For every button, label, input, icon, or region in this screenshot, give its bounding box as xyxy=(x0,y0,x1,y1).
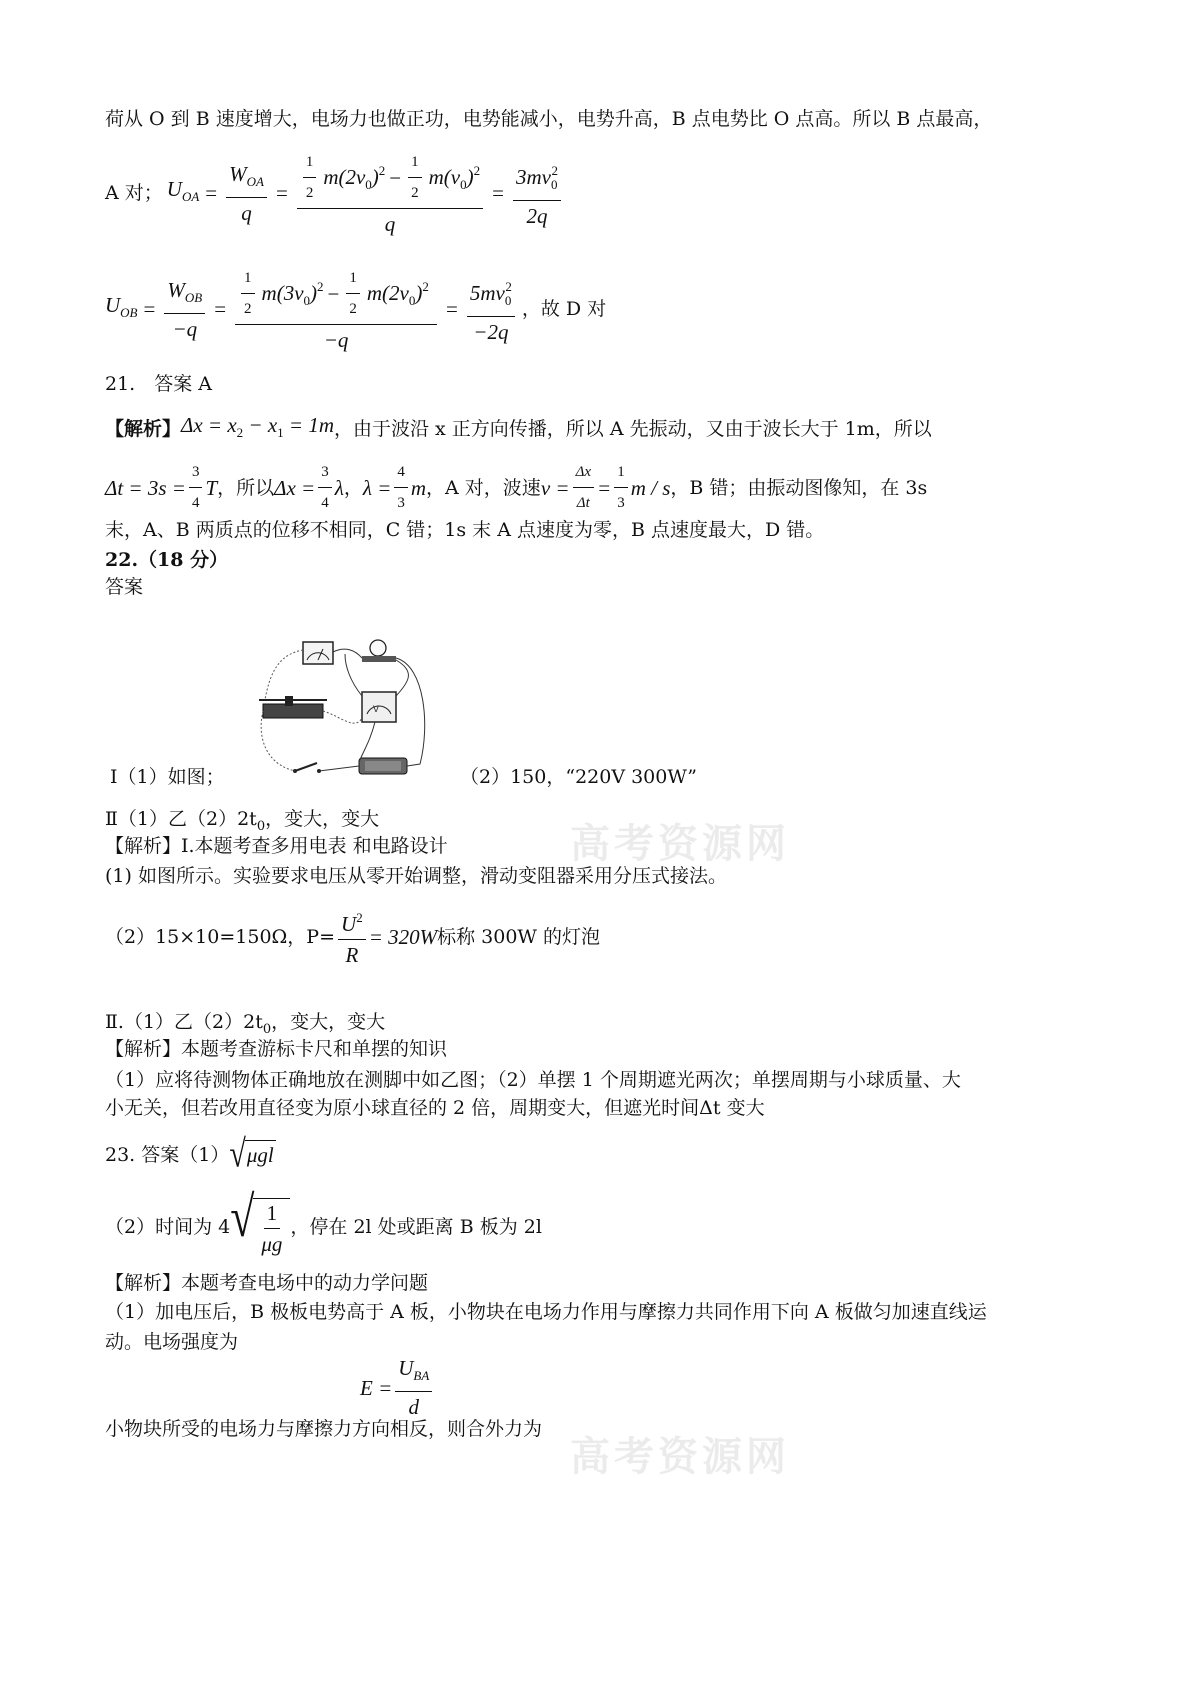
q23-paragraph-3: 小物块所受的电场力与摩擦力方向相反，则合外力为 xyxy=(105,1418,543,1440)
q22-I-label: Ⅰ（1）如图； xyxy=(110,766,225,788)
q22-paragraph-2: （2）15×10=150Ω，P= $\frac{U^2}{R}$ = 320W 标称 300W 的灯泡 xyxy=(105,906,600,967)
q23-answer-1: 23. 答案（1） √ μgl xyxy=(105,1132,274,1176)
q23-jiexi: 【解析】本题考查电场中的动力学问题 xyxy=(105,1272,429,1294)
circuit-diagram xyxy=(255,636,440,781)
paragraph-line: 荷从 O 到 B 速度增大，电场力也做正功，电势能减小，电势升高，B 点电势比 O 点高。所以 B 点最高， xyxy=(105,108,993,130)
eq-suffix: ，故 D 对 xyxy=(521,298,607,320)
q21-heading: 21. 答案 A xyxy=(105,373,212,395)
bulb-icon xyxy=(370,640,386,656)
equation-uoa: A 对； $U_{OA}$ = $\frac{W_{OA}}{q}$ = $\frac{1}{2}$ $m(2v_0)^2$ − $\frac{1}{2}$ $m(v_0)^2$ q = $\frac{3mv_0^2}{2q}$ xyxy=(105,150,564,236)
rheostat-icon xyxy=(263,704,323,718)
watermark: 高考资源网 xyxy=(570,1434,790,1480)
q22-heading: 22.（18 分） xyxy=(105,549,229,571)
q22-II-answer: Ⅱ（1）乙$(2)2t_0$，变大，变大 xyxy=(105,808,380,834)
q23-answer-2: （2）时间为 4 √ $\frac{1}{\mu g}$ ，停在 2l 处或距离 B 板为 2l xyxy=(105,1185,542,1256)
watermark: 高考资源网 xyxy=(570,821,790,867)
svg-text:V: V xyxy=(373,704,380,714)
equation-uob: $U_{OB}$ = $\frac{W_{OB}}{-q}$ = $\frac{1}{2}$ $m(3v_0)^2$ − $\frac{1}{2}$ $m(2v_0)^2$ −q = $\frac{5mv_0^2}{-2q}$ ，故 D 对 xyxy=(105,266,606,352)
q22-I-answer: （2）150，“220V 300W” xyxy=(460,766,697,788)
q22-answer-label: 答案 xyxy=(105,576,144,598)
q22-paragraph-4: 小无关，但若改用直径变为原小球直径的 2 倍，周期变大，但遮光时间Δt 变大 xyxy=(105,1097,765,1119)
q23-paragraph-2: 动。电场强度为 xyxy=(105,1331,239,1353)
q23-paragraph-1: （1）加电压后，B 极板电势高于 A 板，小物块在电场力作用与摩擦力共同作用下向 A 板做匀加速直线运 xyxy=(105,1301,987,1323)
q22-jiexi-1: 【解析】Ⅰ.本题考查多用电表 和电路设计 xyxy=(105,835,448,857)
q22-II2-answer: Ⅱ.（1）乙$(2)2t_0$，变大，变大 xyxy=(105,1011,386,1037)
equation-e: E = $\frac{U_{BA}}{d}$ xyxy=(360,1356,435,1419)
q21-line3: 末，A、B 两质点的位移不相同，C 错；1s 末 A 点速度为零，B 点速度最大，D 错。 xyxy=(105,519,825,541)
q22-paragraph-1: (1) 如图所示。实验要求电压从零开始调整，滑动变阻器采用分压式接法。 xyxy=(105,865,727,887)
eq-prefix: A 对； xyxy=(105,182,163,204)
q22-jiexi-2: 【解析】本题考查游标卡尺和单摆的知识 xyxy=(105,1038,448,1060)
q22-paragraph-3: （1）应将待测物体正确地放在测脚中如乙图；（2）单摆 1 个周期遮光两次；单摆周期与小球质量、大 xyxy=(105,1069,961,1091)
q21-line1: 【解析】 $\Delta x = x_2 - x_1 = 1m$ ，由于波沿 x 正方向传播，所以 A 先振动，又由于波长大于 1m，所以 xyxy=(105,413,932,440)
q21-line2: Δt = 3s = $\frac{3}{4}$ T ，所以 Δx = $\frac{3}{4}$ λ ， λ = $\frac{4}{3}$ m ，A 对，波速 v = $\frac{\Delta x}{\Delta t}$ = $\frac{1}{3}$ m / s ，B 错；由振动图像知，在 3s xyxy=(105,460,927,515)
